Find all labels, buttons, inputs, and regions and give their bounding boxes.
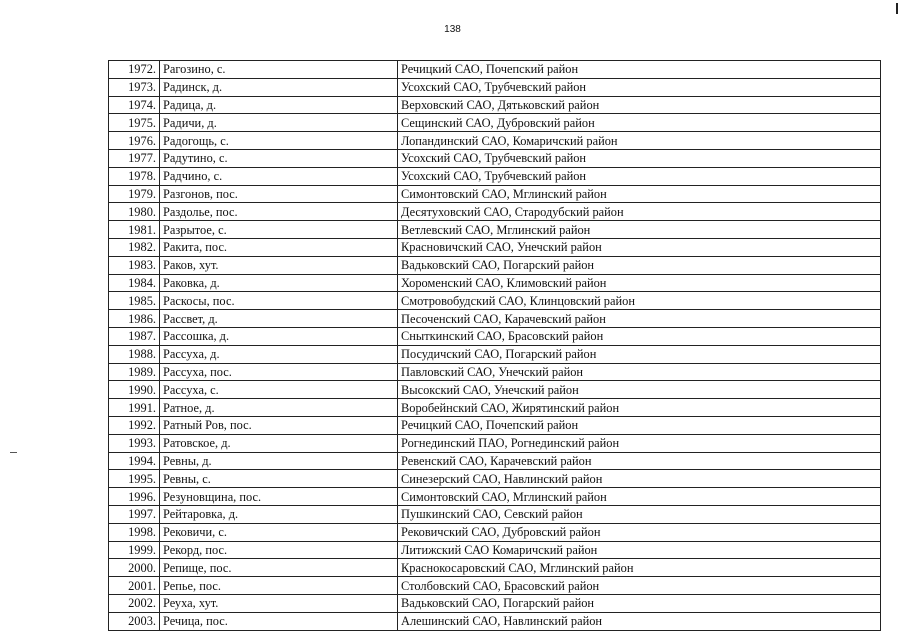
page-number: 138 [444,24,461,35]
row-number-cell: 1977. [109,149,160,167]
table-row [109,452,881,470]
row-number-cell: 1997. [109,505,160,523]
row-number-cell: 2000. [109,559,160,577]
row-number-cell: 1995. [109,470,160,488]
administration-cell: Ветлевский САО, Мглинский район [398,221,881,239]
administration-cell: Вадьковский САО, Погарский район [398,256,881,274]
administration-cell: Усохский САО, Трубчевский район [398,167,881,185]
row-number-cell: 1983. [109,256,160,274]
administration-cell: Красновичский САО, Унечский район [398,238,881,256]
row-number-cell: 1988. [109,345,160,363]
settlement-name-cell: Рекорд, пос. [160,541,398,559]
table-row [109,167,881,185]
table-row [109,612,881,630]
row-number-cell: 1980. [109,203,160,221]
table-row [109,238,881,256]
administration-cell: Ревенский САО, Карачевский район [398,452,881,470]
row-number-cell: 1990. [109,381,160,399]
row-number-cell: 1975. [109,114,160,132]
row-number-cell: 1985. [109,292,160,310]
table-row [109,114,881,132]
administration-cell: Симонтовский САО, Мглинский район [398,488,881,506]
administration-cell: Павловский САО, Унечский район [398,363,881,381]
administration-cell: Воробейнский САО, Жирятинский район [398,399,881,417]
row-number-cell: 1998. [109,523,160,541]
table-row [109,203,881,221]
administration-cell: Литижский САО Комаричский район [398,541,881,559]
administration-cell: Усохский САО, Трубчевский район [398,78,881,96]
row-number-cell: 1999. [109,541,160,559]
table-row [109,256,881,274]
settlement-name-cell: Речица, пос. [160,612,398,630]
administration-cell: Рогнединский ПАО, Рогнединский район [398,434,881,452]
settlement-name-cell: Резуновщина, пос. [160,488,398,506]
table-row [109,577,881,595]
table-row [109,221,881,239]
table-row [109,78,881,96]
row-number-cell: 2002. [109,594,160,612]
administration-cell: Сныткинский САО, Брасовский район [398,327,881,345]
administration-cell: Вадьковский САО, Погарский район [398,594,881,612]
row-number-cell: 1991. [109,399,160,417]
administration-cell: Высокский САО, Унечский район [398,381,881,399]
table-row [109,381,881,399]
administration-cell: Верховский САО, Дятьковский район [398,96,881,114]
settlement-name-cell: Рассуха, с. [160,381,398,399]
administration-cell: Песоченский САО, Карачевский район [398,310,881,328]
table-row [109,470,881,488]
settlement-name-cell: Рассошка, д. [160,327,398,345]
row-number-cell: 2003. [109,612,160,630]
table-row [109,345,881,363]
settlement-name-cell: Раскосы, пос. [160,292,398,310]
administration-cell: Хороменский САО, Климовский район [398,274,881,292]
settlement-name-cell: Реуха, хут. [160,594,398,612]
table-row [109,132,881,150]
table-row [109,416,881,434]
administration-cell: Речицкий САО, Почепский район [398,416,881,434]
administration-cell: Лопандинский САО, Комаричский район [398,132,881,150]
settlement-name-cell: Рагозино, с. [160,61,398,79]
table-row [109,274,881,292]
row-number-cell: 1984. [109,274,160,292]
row-number-cell: 1981. [109,221,160,239]
settlement-name-cell: Радчино, с. [160,167,398,185]
settlement-name-cell: Репье, пос. [160,577,398,595]
settlement-name-cell: Рассвет, д. [160,310,398,328]
settlements-table [108,60,881,631]
table-row [109,488,881,506]
table-row [109,310,881,328]
administration-cell: Краснокосаровский САО, Мглинский район [398,559,881,577]
settlement-name-cell: Репище, пос. [160,559,398,577]
administration-cell: Пушкинский САО, Севский район [398,505,881,523]
table-row [109,559,881,577]
administration-cell: Десятуховский САО, Стародубский район [398,203,881,221]
row-number-cell: 1978. [109,167,160,185]
row-number-cell: 1992. [109,416,160,434]
administration-cell: Смотровобудский САО, Клинцовский район [398,292,881,310]
table-row [109,185,881,203]
row-number-cell: 1976. [109,132,160,150]
row-number-cell: 1987. [109,327,160,345]
settlement-name-cell: Ревны, д. [160,452,398,470]
table-row [109,149,881,167]
settlement-name-cell: Разгонов, пос. [160,185,398,203]
row-number-cell: 1996. [109,488,160,506]
row-number-cell: 2001. [109,577,160,595]
row-number-cell: 1986. [109,310,160,328]
table-row [109,96,881,114]
table-row [109,523,881,541]
settlement-name-cell: Ревны, с. [160,470,398,488]
row-number-cell: 1993. [109,434,160,452]
row-number-cell: 1974. [109,96,160,114]
settlement-name-cell: Ратное, д. [160,399,398,417]
settlement-name-cell: Разрытое, с. [160,221,398,239]
settlements-table-body [109,61,881,631]
settlement-name-cell: Ратный Ров, пос. [160,416,398,434]
settlement-name-cell: Радутино, с. [160,149,398,167]
settlement-name-cell: Рассуха, пос. [160,363,398,381]
scan-margin-mark [10,452,17,453]
scan-edge-mark [896,3,898,14]
table-row [109,399,881,417]
administration-cell: Речицкий САО, Почепский район [398,61,881,79]
administration-cell: Столбовский САО, Брасовский район [398,577,881,595]
row-number-cell: 1989. [109,363,160,381]
administration-cell: Синезерский САО, Навлинский район [398,470,881,488]
administration-cell: Рековичский САО, Дубровский район [398,523,881,541]
row-number-cell: 1982. [109,238,160,256]
table-row [109,327,881,345]
table-row [109,61,881,79]
settlement-name-cell: Рейтаровка, д. [160,505,398,523]
settlement-name-cell: Радогощь, с. [160,132,398,150]
row-number-cell: 1973. [109,78,160,96]
table-row [109,434,881,452]
table-row [109,363,881,381]
table-row [109,594,881,612]
administration-cell: Посудичский САО, Погарский район [398,345,881,363]
settlement-name-cell: Раздолье, пос. [160,203,398,221]
settlement-name-cell: Радица, д. [160,96,398,114]
administration-cell: Симонтовский САО, Мглинский район [398,185,881,203]
settlement-name-cell: Ракита, пос. [160,238,398,256]
administration-cell: Алешинский САО, Навлинский район [398,612,881,630]
settlement-name-cell: Раковка, д. [160,274,398,292]
table-row [109,541,881,559]
row-number-cell: 1972. [109,61,160,79]
settlement-name-cell: Раков, хут. [160,256,398,274]
row-number-cell: 1979. [109,185,160,203]
settlement-name-cell: Ратовское, д. [160,434,398,452]
table-row [109,292,881,310]
administration-cell: Сещинский САО, Дубровский район [398,114,881,132]
row-number-cell: 1994. [109,452,160,470]
settlement-name-cell: Радинск, д. [160,78,398,96]
administration-cell: Усохский САО, Трубчевский район [398,149,881,167]
settlement-name-cell: Рековичи, с. [160,523,398,541]
settlement-name-cell: Радичи, д. [160,114,398,132]
table-row [109,505,881,523]
settlement-name-cell: Рассуха, д. [160,345,398,363]
